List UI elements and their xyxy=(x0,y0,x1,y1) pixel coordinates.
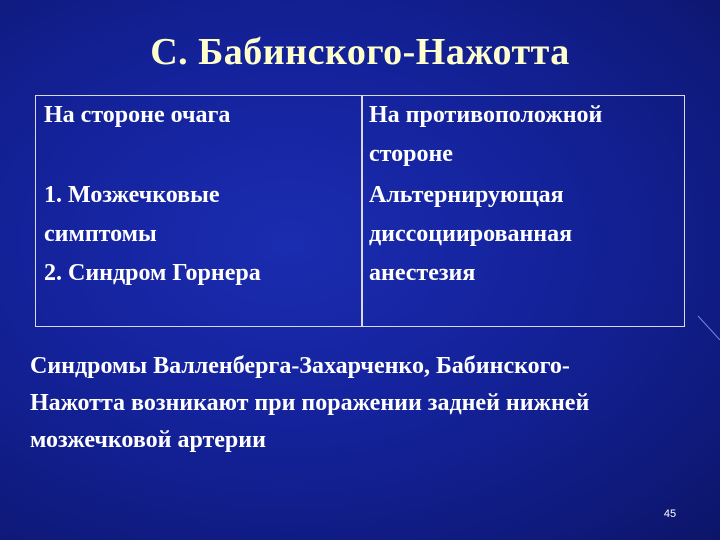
note-line: мозжечковой артерии xyxy=(30,427,266,453)
contralateral-symptom-line: Альтернирующая xyxy=(369,182,564,208)
syndrome-comparison-table xyxy=(35,95,685,327)
decorative-accent-line xyxy=(690,300,720,340)
column-divider xyxy=(361,96,363,326)
contralateral-header-line: стороне xyxy=(369,141,453,167)
ipsilateral-symptoms-cell xyxy=(44,176,261,293)
ipsilateral-header-line: На стороне очага xyxy=(44,102,231,128)
contralateral-symptom-line: диссоциированная xyxy=(369,221,573,247)
ipsilateral-header-cell xyxy=(44,96,230,135)
contralateral-header-cell xyxy=(369,96,602,174)
slide-title: С. Бабинского-Нажотта xyxy=(150,31,570,73)
syndrome-note xyxy=(30,348,700,459)
contralateral-symptoms-cell xyxy=(369,176,572,293)
note-line: Синдромы Валленберга-Захарченко, Бабинского- xyxy=(30,353,570,379)
contralateral-symptom-line: анестезия xyxy=(369,260,476,286)
ipsilateral-symptom-line: симптомы xyxy=(44,221,157,247)
note-line: Нажотта возникают при поражении задней нижней xyxy=(30,390,590,416)
contralateral-header-line: На противоположной xyxy=(369,102,603,128)
ipsilateral-symptom-line: 1. Мозжечковые xyxy=(44,182,220,208)
page-number: 45 xyxy=(663,508,677,520)
ipsilateral-symptom-line: 2. Синдром Горнера xyxy=(44,260,261,286)
